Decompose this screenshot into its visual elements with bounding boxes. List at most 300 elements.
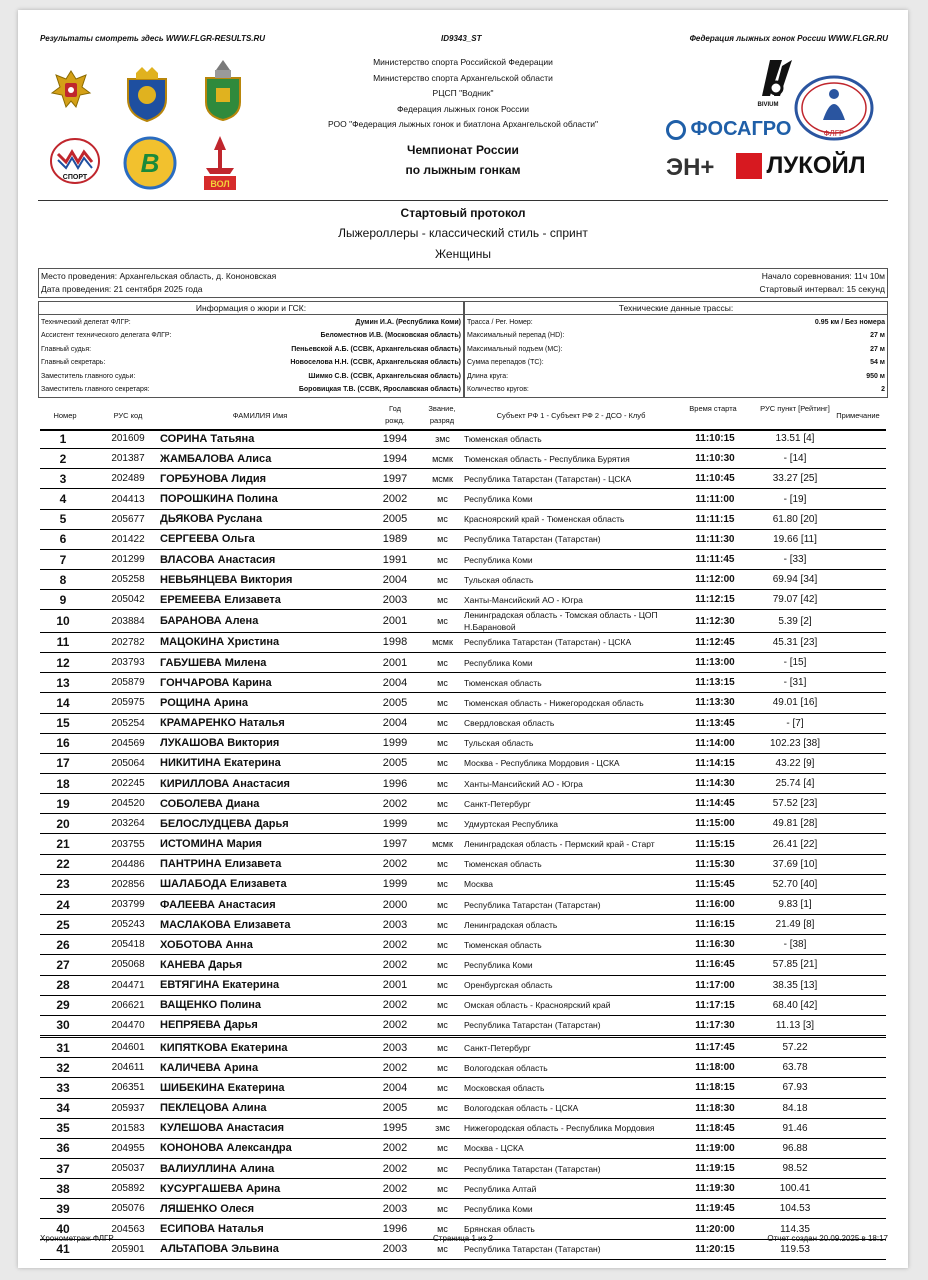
rus-points: 96.88 bbox=[782, 1142, 808, 1154]
rus-points: 37.69 [10] bbox=[772, 858, 818, 870]
start-number: 12 bbox=[56, 655, 70, 670]
birth-year: 2005 bbox=[382, 696, 408, 709]
start-number: 40 bbox=[56, 1222, 70, 1237]
start-time: 11:10:45 bbox=[695, 473, 735, 485]
track-value: 2 bbox=[881, 385, 885, 393]
start-time: 11:19:00 bbox=[695, 1142, 735, 1154]
sport-rank: мс bbox=[437, 1062, 448, 1073]
athlete-name: ШИБЕКИНА Екатерина bbox=[160, 1081, 285, 1094]
track-row bbox=[467, 343, 885, 356]
table-row bbox=[40, 1139, 886, 1159]
region-club: Ленинградская область - Пермский край - Старт bbox=[464, 839, 655, 850]
federation-link[interactable]: Федерация лыжных гонок России WWW.FLGR.RU bbox=[689, 34, 888, 43]
sport-rank: мс bbox=[437, 718, 448, 729]
rus-points: - [33] bbox=[783, 554, 807, 566]
rus-code: 204486 bbox=[111, 858, 145, 870]
rus-code: 203884 bbox=[111, 615, 145, 627]
rus-points: 57.85 [21] bbox=[772, 959, 818, 971]
start-time: 11:17:00 bbox=[695, 979, 735, 991]
rus-points: 57.22 bbox=[782, 1042, 808, 1054]
protocol-discipline: Лыжероллеры - классический стиль - спринт bbox=[338, 226, 588, 240]
track-value: 27 м bbox=[870, 332, 885, 340]
athlete-name: ХОБОТОВА Анна bbox=[160, 938, 253, 951]
sport-rank: мс bbox=[437, 859, 448, 870]
region-club: Республика Татарстан (Татарстан) bbox=[464, 899, 601, 910]
track-value: 0.95 км / Без номера bbox=[814, 319, 885, 326]
birth-year: 1999 bbox=[382, 817, 408, 830]
sport-rank: мсмк bbox=[432, 473, 453, 484]
championship-line: Чемпионат России bbox=[407, 143, 519, 157]
jury-role: Главный судья: bbox=[41, 345, 92, 353]
rus-points: 45.31 [23] bbox=[772, 636, 818, 648]
start-time: 11:17:45 bbox=[695, 1042, 735, 1054]
sport-rank: мс bbox=[437, 758, 448, 769]
rus-points: 26.41 [22] bbox=[772, 838, 818, 850]
table-row bbox=[40, 754, 886, 774]
track-rows bbox=[467, 316, 885, 396]
athlete-name: СЕРГЕЕВА Ольга bbox=[160, 533, 255, 546]
athlete-name: ВАЛИУЛЛИНА Алина bbox=[160, 1162, 275, 1175]
rus-points: 100.41 bbox=[779, 1183, 811, 1195]
birth-year: 2003 bbox=[382, 1041, 408, 1054]
athlete-name: КИПЯТКОВА Екатерина bbox=[160, 1041, 288, 1054]
sport-rank: мс bbox=[437, 494, 448, 505]
track-value: 27 м bbox=[870, 345, 885, 353]
table-row bbox=[40, 449, 886, 469]
table-row bbox=[40, 1058, 886, 1078]
sport-rank: мс bbox=[437, 1203, 448, 1214]
jury-member: Боровицкая Т.В. (ССВК, Ярославская область) bbox=[298, 385, 461, 393]
start-time: 11:14:00 bbox=[695, 737, 735, 749]
rus-code: 205677 bbox=[111, 513, 145, 525]
table-row bbox=[40, 633, 886, 653]
athlete-name: СОБОЛЕВА Диана bbox=[160, 797, 260, 810]
svg-text:В: В bbox=[140, 148, 160, 178]
start-time: 11:14:15 bbox=[695, 757, 735, 769]
rus-code: 202856 bbox=[111, 878, 145, 890]
rus-code: 205042 bbox=[111, 594, 145, 606]
jury-row bbox=[41, 356, 461, 369]
birth-year: 2002 bbox=[382, 493, 408, 506]
athlete-name: ВЛАСОВА Анастасия bbox=[160, 553, 276, 566]
birth-year: 2004 bbox=[382, 717, 408, 730]
birth-year: 1996 bbox=[382, 777, 408, 790]
table-row bbox=[40, 794, 886, 814]
rus-points: 119.53 bbox=[780, 1243, 810, 1255]
region-club: Республика Татарстан (Татарстан) - ЦСКА bbox=[464, 637, 632, 648]
start-time: 11:19:45 bbox=[695, 1203, 735, 1215]
rus-code: 206351 bbox=[111, 1082, 145, 1094]
start-number: 8 bbox=[59, 572, 67, 587]
athlete-name: ЕВТЯГИНА Екатерина bbox=[160, 979, 280, 992]
sport-rank: мс bbox=[437, 980, 448, 991]
start-time: 11:15:30 bbox=[695, 858, 735, 870]
start-time: 11:11:00 bbox=[695, 493, 735, 505]
region-club: Москва - ЦСКА bbox=[464, 1143, 524, 1154]
rus-points: 49.81 [28] bbox=[772, 818, 818, 830]
sport-rank: мс bbox=[437, 1143, 448, 1154]
start-number: 10 bbox=[56, 614, 70, 629]
table-row bbox=[40, 855, 886, 875]
start-number: 32 bbox=[56, 1060, 70, 1075]
rus-code: 203799 bbox=[111, 899, 145, 911]
rus-points: 61.80 [20] bbox=[772, 513, 818, 525]
track-label: Трасса / Рег. Номер: bbox=[467, 319, 533, 326]
rus-points: - [15] bbox=[783, 657, 807, 669]
mol-logo-icon bbox=[200, 134, 240, 192]
rus-code: 205254 bbox=[111, 717, 145, 729]
start-time: 11:17:30 bbox=[695, 1019, 735, 1031]
birth-year: 2002 bbox=[382, 938, 408, 951]
start-number: 41 bbox=[56, 1242, 70, 1257]
start-number: 2 bbox=[59, 451, 67, 466]
start-number: 34 bbox=[56, 1101, 70, 1116]
birth-year: 1997 bbox=[382, 838, 408, 851]
svg-text:СПОРТ: СПОРТ bbox=[62, 174, 88, 181]
sport-rank: мс bbox=[437, 1183, 448, 1194]
rus-code: 204520 bbox=[111, 798, 145, 810]
sport-rank: мс bbox=[437, 738, 448, 749]
start-number: 38 bbox=[56, 1181, 70, 1196]
rus-points: 91.46 bbox=[782, 1122, 808, 1134]
sport-rank: мс bbox=[437, 657, 448, 668]
rus-code: 203264 bbox=[111, 818, 145, 830]
table-row bbox=[40, 570, 886, 590]
rus-code: 205243 bbox=[111, 919, 145, 931]
athlete-name: НЕВЬЯНЦЕВА Виктория bbox=[160, 573, 293, 586]
start-number: 31 bbox=[56, 1040, 70, 1055]
rus-points: 43.22 [9] bbox=[775, 757, 815, 769]
fosagro-logo-text: ФОСАГРО bbox=[690, 118, 792, 140]
start-time: 11:12:00 bbox=[695, 574, 735, 586]
track-label: Сумма перепадов (ТС): bbox=[467, 359, 544, 367]
col-rank-header: Звание, разряд bbox=[428, 404, 456, 425]
region-club: Тульская область bbox=[464, 738, 534, 749]
region-club: Свердловская область bbox=[464, 718, 555, 729]
birth-year: 1998 bbox=[382, 636, 408, 649]
table-row bbox=[40, 1038, 886, 1058]
rus-points: 13.51 [4] bbox=[775, 433, 815, 445]
start-number: 4 bbox=[59, 492, 67, 507]
start-time: 11:20:00 bbox=[695, 1223, 735, 1235]
jury-role: Главный секретарь: bbox=[41, 359, 106, 367]
fosagro-logo bbox=[666, 118, 791, 141]
start-time: 11:17:15 bbox=[695, 999, 735, 1011]
start-time: 11:13:30 bbox=[695, 697, 735, 709]
birth-year: 2001 bbox=[382, 979, 408, 992]
rus-points: 11.13 [3] bbox=[775, 1019, 815, 1031]
region-club: Республика Коми bbox=[464, 554, 533, 565]
rus-points: 19.66 [11] bbox=[773, 533, 817, 545]
start-number: 25 bbox=[56, 917, 70, 932]
track-row bbox=[467, 383, 885, 396]
athlete-name: ГАБУШЕВА Милена bbox=[160, 656, 267, 669]
sport-rank: мс bbox=[437, 899, 448, 910]
athlete-name: ШАЛАБОДА Елизавета bbox=[160, 878, 287, 891]
col-time-header: Время старта bbox=[689, 404, 737, 413]
table-row bbox=[40, 1078, 886, 1098]
championship-line: по лыжным гонкам bbox=[405, 163, 521, 177]
birth-year: 2003 bbox=[382, 918, 408, 931]
region-club: Ханты-Мансийский АО - Югра bbox=[464, 778, 583, 789]
organizer-line: РЦСП "Водник" bbox=[432, 88, 494, 98]
table-row bbox=[40, 895, 886, 915]
en-plus-logo-text: ЭН+ bbox=[666, 154, 715, 181]
sport-rank: мсмк bbox=[432, 839, 453, 850]
sport-rank: мс bbox=[437, 554, 448, 565]
start-time: 11:19:15 bbox=[695, 1163, 735, 1175]
start-time: 11:20:15 bbox=[695, 1243, 735, 1255]
region-club: Санкт-Петербург bbox=[464, 1042, 531, 1053]
table-row bbox=[40, 693, 886, 713]
protocol-group: Женщины bbox=[434, 247, 492, 261]
vodnik-logo-icon bbox=[123, 136, 177, 190]
table-row bbox=[40, 673, 886, 693]
athlete-name: КАНЕВА Дарья bbox=[160, 958, 243, 971]
table-row bbox=[40, 734, 886, 754]
start-number: 22 bbox=[56, 857, 70, 872]
table-row bbox=[40, 875, 886, 895]
jury-row bbox=[41, 316, 461, 329]
organizer-line: РОО "Федерация лыжных гонок и биатлона Архангельской области" bbox=[328, 119, 598, 129]
region-club: Республика Татарстан (Татарстан) bbox=[464, 1163, 601, 1174]
birth-year: 2004 bbox=[382, 1081, 408, 1094]
sport-rank: мс bbox=[437, 616, 448, 627]
region-club: Ханты-Мансийский АО - Югра bbox=[464, 594, 583, 605]
start-list bbox=[40, 429, 886, 1260]
start-time-text: Начало соревнования: 11ч 10м bbox=[761, 271, 885, 281]
start-number: 29 bbox=[56, 998, 70, 1013]
rus-points: 104.53 bbox=[779, 1203, 811, 1215]
sport-rank: мс bbox=[437, 1224, 448, 1235]
rus-code: 205892 bbox=[111, 1183, 145, 1195]
rus-code: 204611 bbox=[111, 1062, 145, 1074]
athlete-name: КРАМАРЕНКО Наталья bbox=[160, 717, 285, 730]
start-time: 11:19:30 bbox=[695, 1183, 735, 1195]
rus-points: 5.39 [2] bbox=[778, 615, 812, 627]
rus-points: 63.78 bbox=[782, 1062, 808, 1074]
athlete-name: ЛУКАШОВА Виктория bbox=[160, 737, 280, 750]
start-time: 11:12:15 bbox=[695, 594, 735, 606]
start-time: 11:12:30 bbox=[695, 615, 735, 627]
rus-points: 98.52 bbox=[782, 1163, 808, 1175]
rus-code: 206621 bbox=[111, 999, 145, 1011]
rus-code: 205901 bbox=[111, 1243, 145, 1255]
athlete-name: ЕРЕМЕЕВА Елизавета bbox=[160, 593, 281, 606]
jury-member: Беломестнов И.В. (Московская область) bbox=[320, 332, 461, 340]
jury-panel bbox=[38, 301, 464, 398]
col-note-header: Примечание bbox=[836, 411, 880, 420]
region-club: Республика Татарстан (Татарстан) bbox=[464, 1244, 601, 1255]
interval-text: Стартовый интервал: 15 секунд bbox=[759, 284, 885, 294]
col-points-header: РУС пункт [Рейтинг] bbox=[760, 404, 830, 413]
track-row bbox=[467, 370, 885, 383]
rus-points: 102.23 [38] bbox=[769, 737, 821, 749]
rus-code: 205418 bbox=[111, 939, 145, 951]
start-number: 20 bbox=[56, 816, 70, 831]
svg-text:ФЛГР: ФЛГР bbox=[823, 129, 845, 138]
protocol-sheet bbox=[18, 10, 908, 1268]
start-time: 11:18:45 bbox=[695, 1122, 735, 1134]
rus-points: 33.27 [25] bbox=[772, 473, 818, 485]
rus-points: 21.49 [8] bbox=[775, 919, 815, 931]
svg-text:BIVIUM: BIVIUM bbox=[757, 102, 779, 108]
header-divider bbox=[38, 200, 888, 201]
region-club: Нижегородская область - Республика Мордовия bbox=[464, 1123, 655, 1134]
start-time: 11:14:30 bbox=[695, 778, 735, 790]
results-link[interactable]: Результаты смотреть здесь WWW.FLGR-RESULTS.RU bbox=[40, 34, 266, 43]
region-club: Тюменская область - Нижегородская область bbox=[464, 697, 644, 708]
start-time: 11:12:45 bbox=[695, 636, 735, 648]
rus-code: 201422 bbox=[111, 533, 145, 545]
table-row bbox=[40, 653, 886, 673]
track-row bbox=[467, 356, 885, 369]
en-plus-logo bbox=[666, 154, 714, 182]
rus-points: 67.93 bbox=[782, 1082, 808, 1094]
birth-year: 2004 bbox=[382, 676, 408, 689]
col-year-header: Год рожд. bbox=[385, 404, 405, 425]
sport-rank: мс bbox=[437, 1020, 448, 1031]
birth-year: 2001 bbox=[382, 615, 408, 628]
athlete-name: МАСЛАКОВА Елизавета bbox=[160, 918, 291, 931]
sport-rank: мс bbox=[437, 697, 448, 708]
organizers-block bbox=[258, 55, 668, 133]
start-number: 7 bbox=[59, 552, 67, 567]
track-panel-title: Технические данные трассы: bbox=[618, 303, 734, 313]
table-row bbox=[40, 834, 886, 854]
start-time: 11:11:45 bbox=[695, 554, 735, 566]
protocol-title: Стартовый протокол bbox=[400, 206, 526, 220]
championship-title bbox=[258, 140, 668, 180]
athlete-name: ЕСИПОВА Наталья bbox=[160, 1223, 264, 1236]
event-info-box bbox=[38, 268, 888, 298]
start-time: 11:15:45 bbox=[695, 878, 735, 890]
sport-rank: мс bbox=[437, 778, 448, 789]
start-number: 16 bbox=[56, 736, 70, 751]
organizer-line: Министерство спорта Российской Федерации bbox=[373, 57, 553, 67]
start-time: 11:15:15 bbox=[695, 838, 735, 850]
start-number: 28 bbox=[56, 978, 70, 993]
birth-year: 2005 bbox=[382, 513, 408, 526]
table-row bbox=[40, 429, 886, 449]
rus-points: 84.18 bbox=[782, 1102, 808, 1114]
jury-member: Новоселова Н.Н. (ССВК, Архангельская область) bbox=[290, 359, 461, 367]
col-num-header: Номер bbox=[53, 411, 77, 420]
start-time: 11:10:30 bbox=[695, 453, 735, 465]
organizer-line: Федерация лыжных гонок России bbox=[396, 103, 530, 114]
rus-code: 204470 bbox=[111, 1019, 145, 1031]
rus-points: 69.94 [34] bbox=[772, 574, 818, 586]
track-row bbox=[467, 316, 885, 329]
rus-points: - [14] bbox=[783, 453, 807, 465]
start-time: 11:18:00 bbox=[695, 1062, 735, 1074]
athlete-name: ДЬЯКОВА Руслана bbox=[160, 513, 263, 526]
start-number: 33 bbox=[56, 1080, 70, 1095]
start-number: 9 bbox=[59, 592, 67, 607]
document-id: ID9343_ST bbox=[441, 34, 482, 43]
athlete-name: ГОНЧАРОВА Карина bbox=[160, 676, 272, 689]
sport-rank: мс bbox=[437, 798, 448, 809]
birth-year: 2002 bbox=[382, 999, 408, 1012]
track-label: Максимальный перепад (HD): bbox=[467, 332, 565, 340]
footer-page: Страница 1 из 2 bbox=[433, 1234, 493, 1243]
col-region-header: Субъект РФ 1 - Субъект РФ 2 - ДСО - Клуб bbox=[496, 411, 646, 420]
rus-points: 68.40 [42] bbox=[772, 999, 818, 1011]
venue-text: Место проведения: Архангельская область, д. Кононовская bbox=[41, 271, 277, 281]
athlete-name: ГОРБУНОВА Лидия bbox=[160, 472, 266, 485]
jury-role: Технический делегат ФЛГР: bbox=[41, 319, 131, 326]
region-club: Республика Коми bbox=[464, 959, 533, 970]
sport-rank: мсмк bbox=[432, 453, 453, 464]
table-row bbox=[40, 774, 886, 794]
athlete-name: СОРИНА Татьяна bbox=[160, 432, 255, 445]
rus-points: - [7] bbox=[786, 717, 804, 729]
start-number: 14 bbox=[56, 695, 70, 710]
start-number: 26 bbox=[56, 937, 70, 952]
lukoil-mark-icon bbox=[736, 153, 762, 179]
birth-year: 2002 bbox=[382, 1182, 408, 1195]
sport-rank: мс bbox=[437, 818, 448, 829]
arkhangelsk-coat-icon bbox=[118, 65, 176, 123]
start-number: 3 bbox=[59, 471, 67, 486]
region-club: Тульская область bbox=[464, 574, 534, 585]
sport-rank: мсмк bbox=[432, 637, 453, 648]
start-number: 1 bbox=[59, 431, 67, 446]
rus-code: 204413 bbox=[111, 493, 145, 505]
birth-year: 2003 bbox=[382, 1202, 408, 1215]
sport-rank: мс bbox=[437, 677, 448, 688]
region-coat-icon bbox=[198, 58, 248, 122]
start-time: 11:16:45 bbox=[695, 959, 735, 971]
table-row bbox=[40, 955, 886, 975]
jury-row bbox=[41, 343, 461, 356]
rus-code: 202245 bbox=[111, 778, 145, 790]
region-club: Республика Татарстан (Татарстан) bbox=[464, 1020, 601, 1031]
birth-year: 2002 bbox=[382, 1142, 408, 1155]
athlete-name: БЕЛОСЛУДЦЕВА Дарья bbox=[160, 817, 289, 830]
athlete-name: ПОРОШКИНА Полина bbox=[160, 493, 278, 506]
track-value: 54 м bbox=[870, 359, 885, 367]
sport-rank: мс bbox=[437, 1000, 448, 1011]
region-club: Московская область bbox=[464, 1082, 545, 1093]
region-club: Санкт-Петербург bbox=[464, 798, 531, 809]
region-club: Республика Алтай bbox=[464, 1183, 537, 1194]
rus-code: 205879 bbox=[111, 677, 145, 689]
start-number: 18 bbox=[56, 776, 70, 791]
region-club: Тюменская область bbox=[464, 939, 542, 950]
table-row bbox=[40, 976, 886, 996]
rus-code: 203793 bbox=[111, 657, 145, 669]
sport-rank: мс bbox=[437, 939, 448, 950]
region-club: Вологодская область - ЦСКА bbox=[464, 1103, 579, 1114]
athlete-name: ПЕКЛЕЦОВА Алина bbox=[160, 1102, 267, 1115]
table-row bbox=[40, 590, 886, 610]
region-club: Красноярский край - Тюменская область bbox=[464, 514, 625, 525]
track-label: Максимальный подъем (МС): bbox=[467, 345, 563, 353]
region-club: Брянская область bbox=[464, 1224, 535, 1235]
table-row bbox=[40, 1099, 886, 1119]
sport-rank: мс bbox=[437, 1244, 448, 1255]
rus-code: 204601 bbox=[111, 1042, 145, 1054]
table-row bbox=[40, 714, 886, 734]
col-name-header: ФАМИЛИЯ Имя bbox=[232, 411, 288, 420]
jury-member: Шимко С.В. (ССВК, Архангельская область) bbox=[308, 372, 461, 380]
region-club: Республика Коми bbox=[464, 1203, 533, 1214]
table-row bbox=[40, 1179, 886, 1199]
rus-points: - [31] bbox=[783, 677, 807, 689]
region-club: Оренбургская область bbox=[464, 980, 553, 991]
region-club: Омская область - Красноярский край bbox=[464, 1000, 611, 1011]
